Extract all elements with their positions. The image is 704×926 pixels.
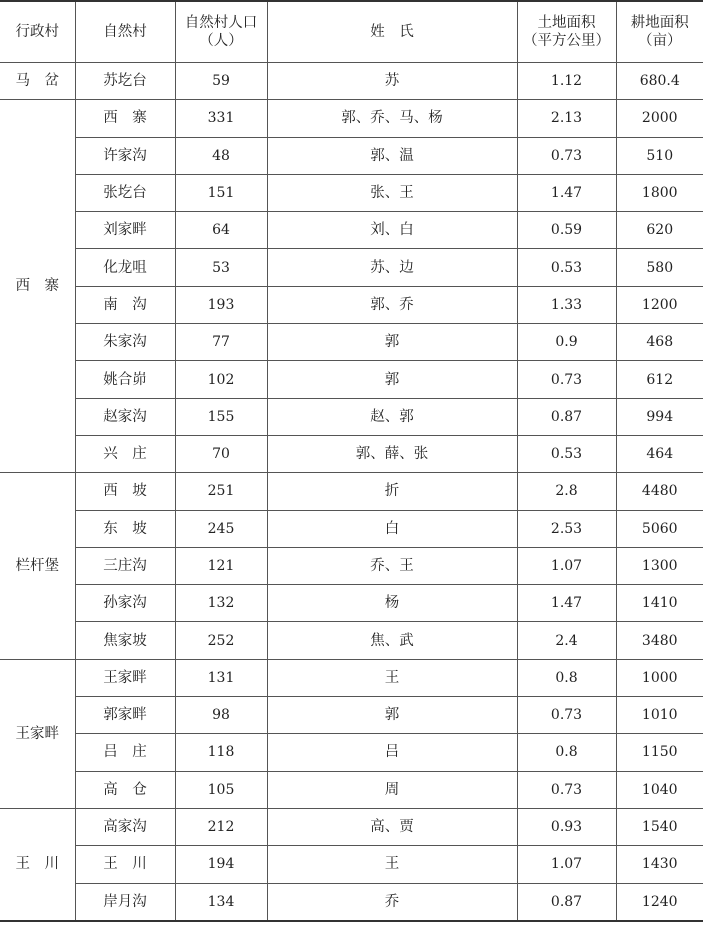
farmland-area-cell: 1410 [616,585,703,622]
table-row [0,846,703,883]
surname-cell: 乔 [267,883,517,921]
farmland-area-cell: 2000 [616,100,703,137]
header-row [0,1,703,63]
population-cell: 151 [175,174,267,211]
natural-village-cell: 岸月沟 [75,883,175,921]
natural-village-cell: 焦家坡 [75,622,175,659]
natural-village-cell: 西 坡 [75,473,175,510]
natural-village-cell: 南 沟 [75,286,175,323]
farmland-area-cell: 1300 [616,547,703,584]
surname-cell: 王 [267,846,517,883]
population-cell: 53 [175,249,267,286]
surname-cell: 苏、边 [267,249,517,286]
natural-village-cell: 苏圪台 [75,63,175,100]
natural-village-cell: 高家沟 [75,808,175,845]
surname-cell: 白 [267,510,517,547]
farmland-area-cell: 680.4 [616,63,703,100]
natural-village-cell: 姚合峁 [75,361,175,398]
population-cell: 105 [175,771,267,808]
land-area-cell: 0.87 [517,883,616,921]
surname-cell: 郭、乔 [267,286,517,323]
land-area-cell: 2.13 [517,100,616,137]
surname-cell: 郭 [267,361,517,398]
surname-cell: 焦、武 [267,622,517,659]
land-area-cell: 1.47 [517,585,616,622]
land-area-cell: 1.47 [517,174,616,211]
farmland-area-cell: 1000 [616,659,703,696]
farmland-area-cell: 1800 [616,174,703,211]
header-land-area: 土地面积 （平方公里） [517,1,616,63]
land-area-cell: 0.59 [517,212,616,249]
admin-village-cell: 栏杆堡 [0,473,75,659]
table-row [0,883,703,921]
land-area-cell: 0.73 [517,361,616,398]
surname-cell: 周 [267,771,517,808]
farmland-area-cell: 1040 [616,771,703,808]
farmland-area-cell: 1150 [616,734,703,771]
table-row [0,212,703,249]
natural-village-cell: 赵家沟 [75,398,175,435]
population-cell: 134 [175,883,267,921]
land-area-cell: 1.07 [517,547,616,584]
admin-village-cell: 王 川 [0,808,75,920]
table-row [0,324,703,361]
farmland-area-cell: 5060 [616,510,703,547]
farmland-area-cell: 1200 [616,286,703,323]
admin-village-cell: 马 岔 [0,63,75,100]
natural-village-cell: 西 寨 [75,100,175,137]
land-area-cell: 0.73 [517,137,616,174]
population-cell: 331 [175,100,267,137]
table-row [0,734,703,771]
surname-cell: 郭、乔、马、杨 [267,100,517,137]
population-cell: 102 [175,361,267,398]
farmland-area-cell: 464 [616,435,703,472]
natural-village-cell: 王 川 [75,846,175,883]
admin-village-cell: 西 寨 [0,100,75,473]
table-row [0,100,703,137]
table-row [0,547,703,584]
header-farmland-area: 耕地面积 （亩） [616,1,703,63]
surname-cell: 乔、王 [267,547,517,584]
farmland-area-cell: 1240 [616,883,703,921]
farmland-area-cell: 1010 [616,697,703,734]
natural-village-cell: 许家沟 [75,137,175,174]
population-cell: 252 [175,622,267,659]
land-area-cell: 1.07 [517,846,616,883]
natural-village-cell: 朱家沟 [75,324,175,361]
land-area-cell: 0.9 [517,324,616,361]
population-cell: 155 [175,398,267,435]
surname-cell: 刘、白 [267,212,517,249]
table-row [0,63,703,100]
population-cell: 59 [175,63,267,100]
population-cell: 121 [175,547,267,584]
farmland-area-cell: 510 [616,137,703,174]
farmland-area-cell: 4480 [616,473,703,510]
natural-village-cell: 郭家畔 [75,697,175,734]
land-area-cell: 0.93 [517,808,616,845]
farmland-area-cell: 612 [616,361,703,398]
natural-village-cell: 高 仓 [75,771,175,808]
table-row [0,585,703,622]
surname-cell: 郭 [267,324,517,361]
natural-village-cell: 吕 庄 [75,734,175,771]
surname-cell: 郭、温 [267,137,517,174]
population-cell: 194 [175,846,267,883]
table-row [0,622,703,659]
land-area-cell: 0.53 [517,249,616,286]
land-area-cell: 2.53 [517,510,616,547]
land-area-cell: 0.73 [517,697,616,734]
land-area-cell: 0.8 [517,734,616,771]
admin-village-cell: 王家畔 [0,659,75,808]
table-row [0,174,703,211]
surname-cell: 苏 [267,63,517,100]
natural-village-cell: 化龙咀 [75,249,175,286]
surname-cell: 王 [267,659,517,696]
population-cell: 77 [175,324,267,361]
land-area-cell: 0.53 [517,435,616,472]
natural-village-cell: 三庄沟 [75,547,175,584]
land-area-cell: 0.73 [517,771,616,808]
farmland-area-cell: 620 [616,212,703,249]
natural-village-cell: 王家畔 [75,659,175,696]
header-population: 自然村人口 （人） [175,1,267,63]
natural-village-cell: 东 坡 [75,510,175,547]
land-area-cell: 1.33 [517,286,616,323]
farmland-area-cell: 1540 [616,808,703,845]
surname-cell: 折 [267,473,517,510]
surname-cell: 高、贾 [267,808,517,845]
land-area-cell: 0.8 [517,659,616,696]
farmland-area-cell: 3480 [616,622,703,659]
surname-cell: 郭 [267,697,517,734]
land-area-cell: 0.87 [517,398,616,435]
table-row [0,286,703,323]
table-row [0,361,703,398]
surname-cell: 郭、薛、张 [267,435,517,472]
header-natural-village: 自然村 [75,1,175,63]
natural-village-cell: 兴 庄 [75,435,175,472]
population-cell: 245 [175,510,267,547]
natural-village-cell: 张圪台 [75,174,175,211]
table-row [0,398,703,435]
table-row [0,249,703,286]
population-cell: 132 [175,585,267,622]
surname-cell: 张、王 [267,174,517,211]
table-row [0,473,703,510]
table-row [0,510,703,547]
surname-cell: 赵、郭 [267,398,517,435]
land-area-cell: 1.12 [517,63,616,100]
table-row [0,435,703,472]
population-cell: 64 [175,212,267,249]
table-row [0,771,703,808]
land-area-cell: 2.4 [517,622,616,659]
table-row [0,697,703,734]
population-cell: 131 [175,659,267,696]
population-cell: 48 [175,137,267,174]
farmland-area-cell: 468 [616,324,703,361]
surname-cell: 吕 [267,734,517,771]
population-cell: 98 [175,697,267,734]
population-cell: 193 [175,286,267,323]
farmland-area-cell: 994 [616,398,703,435]
table-row [0,137,703,174]
land-area-cell: 2.8 [517,473,616,510]
header-admin-village: 行政村 [0,1,75,63]
table-body [0,63,703,921]
surname-cell: 杨 [267,585,517,622]
header-surname: 姓 氏 [267,1,517,63]
population-cell: 212 [175,808,267,845]
population-cell: 70 [175,435,267,472]
table-row [0,659,703,696]
population-cell: 251 [175,473,267,510]
natural-village-cell: 孙家沟 [75,585,175,622]
table-row [0,808,703,845]
farmland-area-cell: 580 [616,249,703,286]
farmland-area-cell: 1430 [616,846,703,883]
natural-village-cell: 刘家畔 [75,212,175,249]
population-cell: 118 [175,734,267,771]
